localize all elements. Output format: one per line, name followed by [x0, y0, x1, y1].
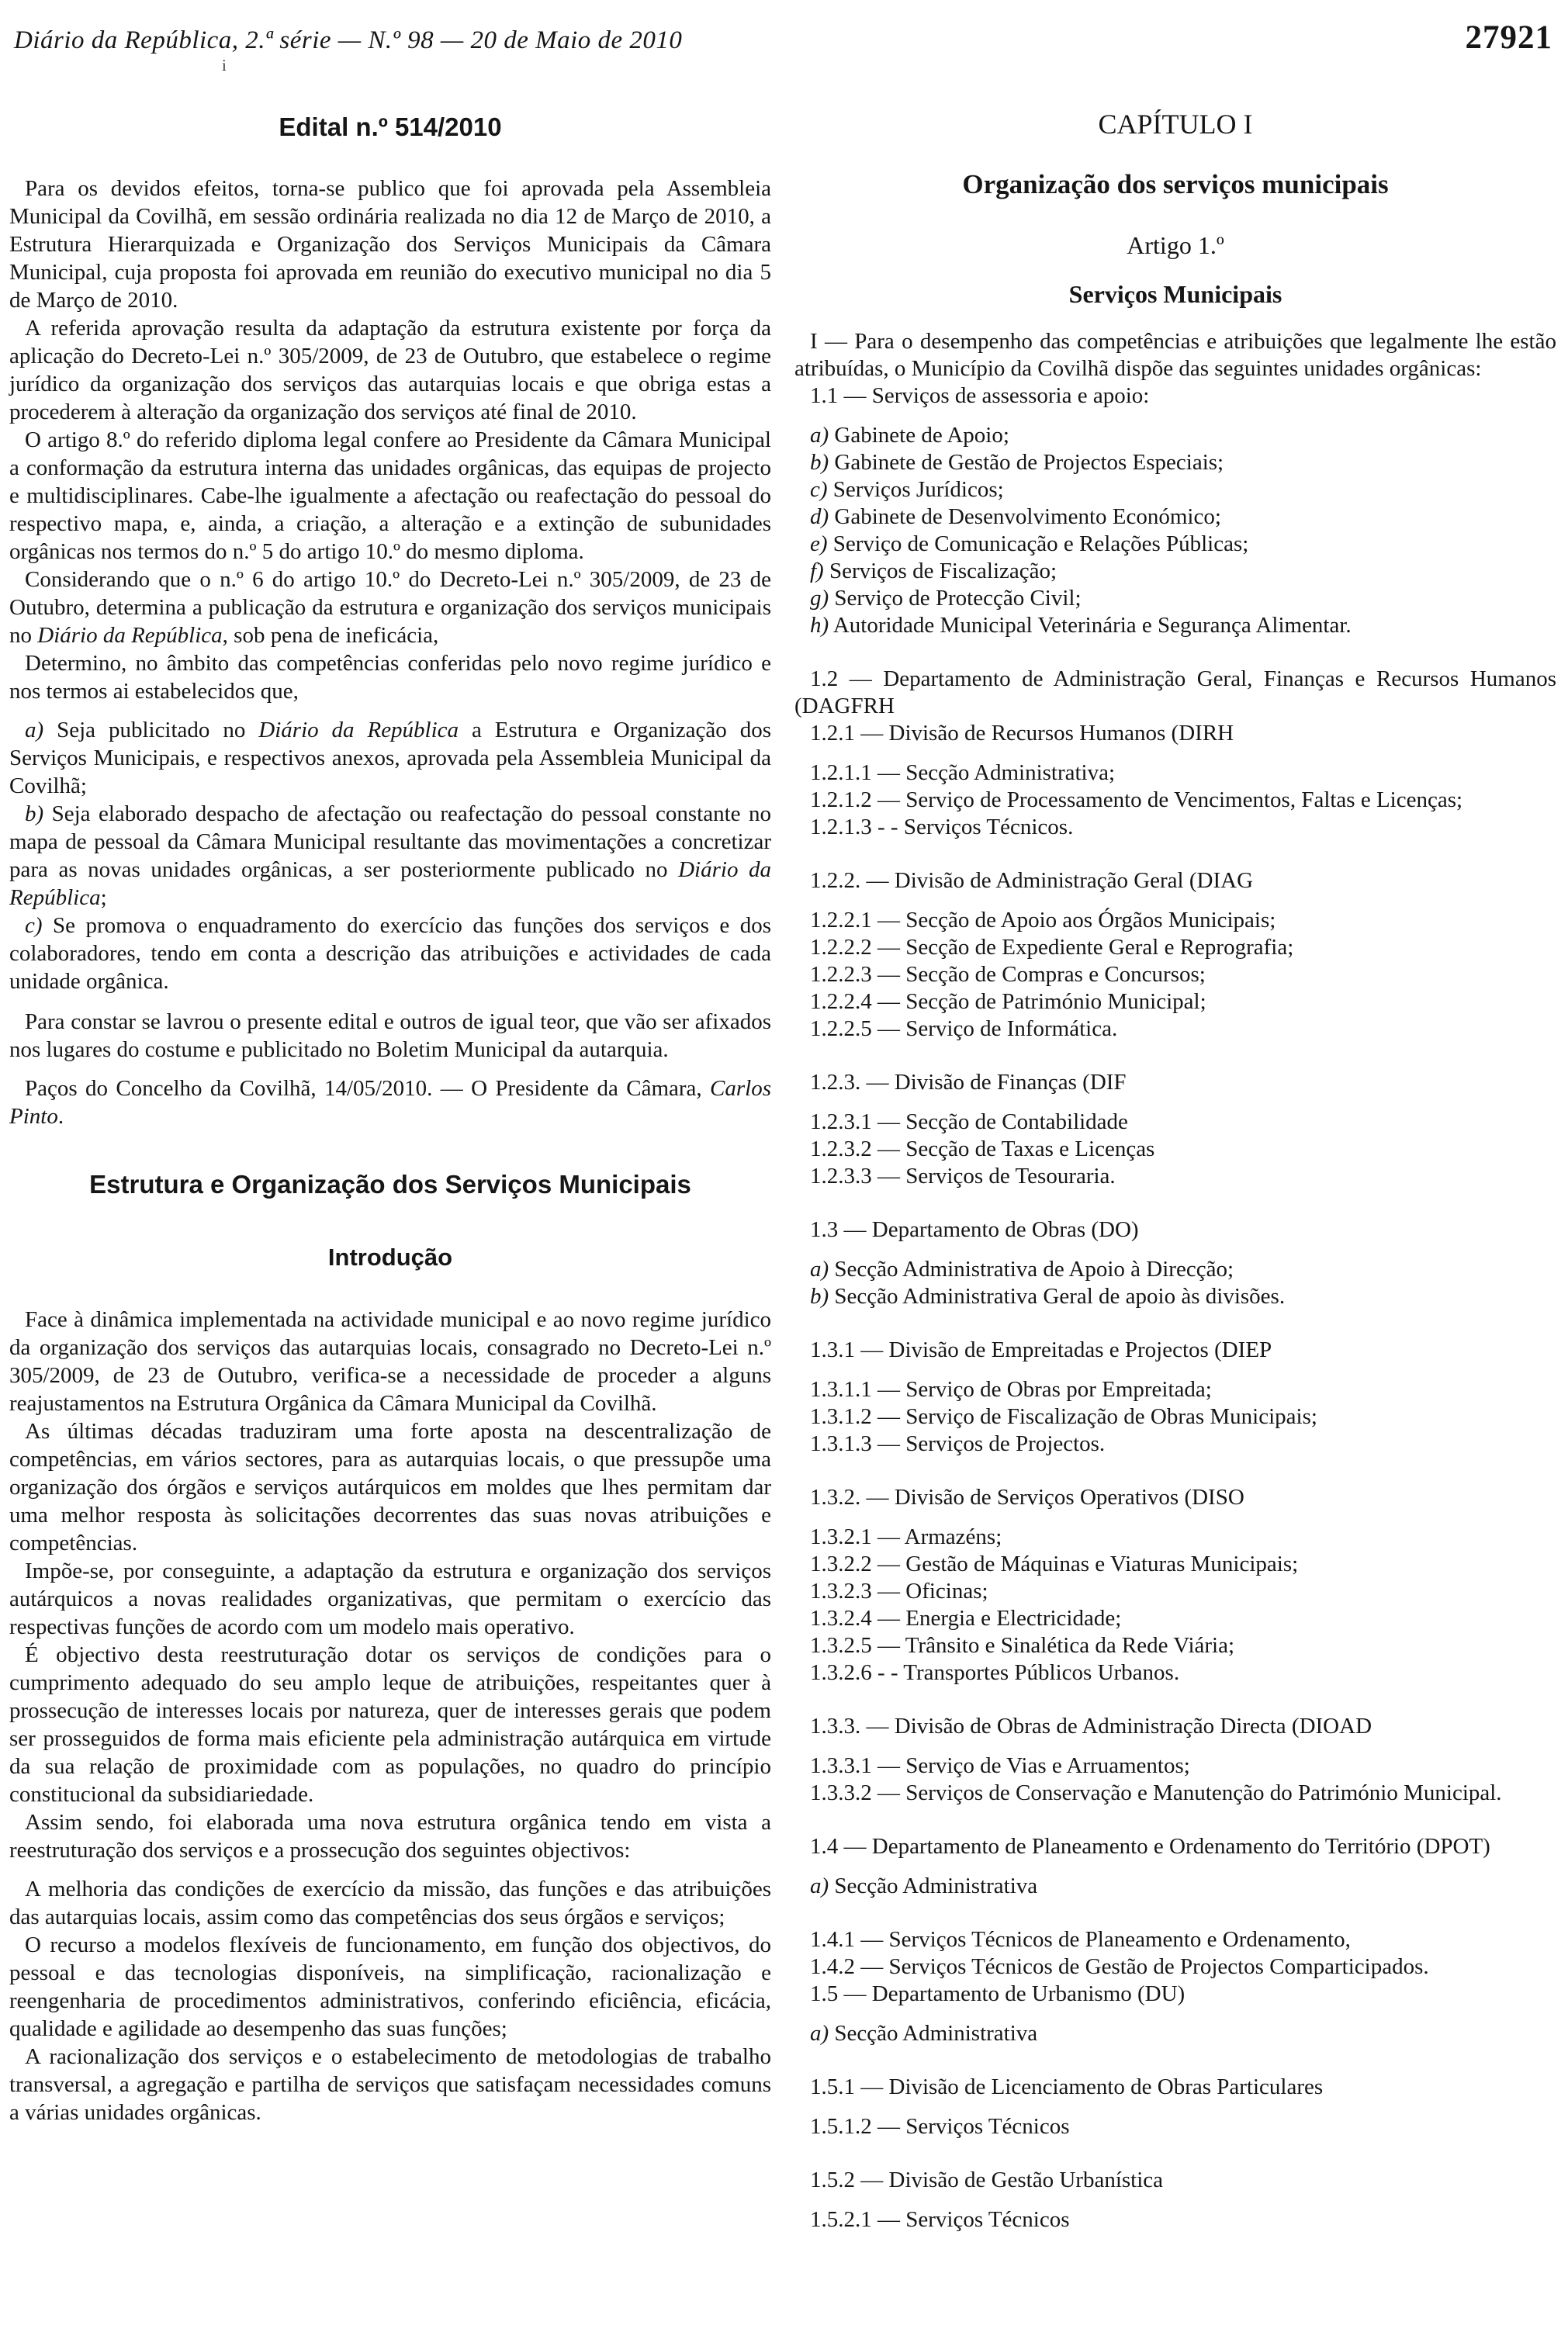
- signature-text: .: [57, 1104, 64, 1129]
- edital-item-c: [9, 912, 771, 995]
- org-entry-1-3-1-1: 1.3.1.1 — Serviço de Obras por Empreitada;: [810, 1377, 1212, 1402]
- obras-item: [794, 1256, 1556, 1283]
- org-entry-1-2-2-4: 1.2.2.4 — Secção de Património Municipal;: [810, 989, 1206, 1014]
- org-entry-1-2-1-2: 1.2.1.2 — Serviço de Processamento de Vencimentos, Faltas e Licenças;: [810, 787, 1463, 812]
- org-entry-1-4-1: 1.4.1 — Serviços Técnicos de Planeamento e Ordenamento,: [810, 1927, 1351, 1952]
- scan-artifact-mark: i: [222, 56, 227, 74]
- intro-paragraph: As últimas décadas traduziram uma forte aposta na descentralização de competências, em vários sectores, para as autarquias locais, o que pressupõe uma organização dos órgãos e serviços autárquicos em moldes que lhes permitam dar uma melhor resposta às solicitações decorrentes das suas novas atribuições e competências.: [9, 1419, 771, 1555]
- org-entry-1-5-1-2: 1.5.1.2 — Serviços Técnicos: [810, 2114, 1070, 2139]
- signature-text: Paços do Concelho da Covilhã, 14/05/2010. — O Presidente da Câmara,: [25, 1076, 711, 1101]
- assessoria-item: [794, 585, 1556, 612]
- structure-section-title: Estrutura e Organização dos Serviços Municipais: [89, 1170, 691, 1199]
- paragraph-text: , sob pena de ineficácia,: [222, 623, 439, 648]
- org-entry-1-3-3-2: 1.3.3.2 — Serviços de Conservação e Manutenção do Património Municipal.: [810, 1780, 1502, 1805]
- org-entry-1-2: 1.2 — Departamento de Administração Geral, Finanças e Recursos Humanos (DAGFRH: [794, 666, 1556, 718]
- item-text: Secção Administrativa: [829, 2021, 1038, 2046]
- edital-item-b: [9, 800, 771, 912]
- edital-paragraph-3: O artigo 8.º do referido diploma legal confere ao Presidente da Câmara Municipal a conformação da estrutura interna das unidades orgânicas, das equipas de projecto e multidisciplinares. Cabe-lhe igualmente a afectação ou reafectação do pessoal do respectivo mapa, e, ainda, a criação, a alteração e a extinção de subunidades orgânicas nos termos do n.º 5 do artigo 10.º do mesmo diploma.: [9, 427, 771, 564]
- dpot-item: [794, 1873, 1556, 1900]
- item-text: Serviços de Fiscalização;: [823, 559, 1057, 583]
- assessoria-item: [794, 476, 1556, 503]
- item-letter: c): [810, 477, 828, 502]
- item-text: Serviço de Protecção Civil;: [829, 586, 1082, 611]
- item-letter: a): [810, 1257, 829, 1282]
- org-entry-1-1: 1.1 — Serviços de assessoria e apoio:: [810, 383, 1150, 408]
- assessoria-item: [794, 612, 1556, 639]
- org-entry-1-2-2-1: 1.2.2.1 — Secção de Apoio aos Órgãos Municipais;: [810, 908, 1276, 933]
- chapter-title: Organização dos serviços municipais: [962, 169, 1389, 199]
- assessoria-item: [794, 558, 1556, 585]
- intro-paragraph: Face à dinâmica implementada na actividade municipal e ao novo regime jurídico da organização dos serviços das autarquias locais, consagrado no Decreto-Lei n.º 305/2009, de 23 de Outubro, verifica-se a necessidade de proceder a alguns reajustamentos na Estrutura Orgânica da Câmara Municipal da Covilhã.: [9, 1307, 771, 1416]
- org-entry-1-3-3: 1.3.3. — Divisão de Obras de Administração Directa (DIOAD: [810, 1714, 1372, 1739]
- introduction-title: Introdução: [327, 1244, 453, 1271]
- item-letter: g): [810, 586, 829, 611]
- signature-name-italic: Carlos Pinto: [9, 1076, 771, 1129]
- item-letter: e): [810, 531, 828, 556]
- edital-signature: [9, 1074, 771, 1130]
- intro-paragraph: Assim sendo, foi elaborada uma nova estrutura orgânica tendo em vista a reestruturação dos serviços e a prossecução dos seguintes objectivos:: [9, 1810, 771, 1863]
- item-text: Autoridade Municipal Veterinária e Segurança Alimentar.: [829, 613, 1352, 638]
- item-letter: b): [25, 801, 44, 826]
- item-letter: a): [810, 1874, 829, 1898]
- org-entry-1-5-1: 1.5.1 — Divisão de Licenciamento de Obras Particulares: [810, 2074, 1324, 2099]
- item-text: Seja elaborado despacho de afectação ou reafectação do pessoal constante no mapa de pessoal da Câmara Municipal resultante das movimentações a concretizar para as novas unidades orgânicas, a ser posteriormente publicado no: [9, 801, 771, 882]
- assessoria-item: [794, 422, 1556, 449]
- intro-objective: A racionalização dos serviços e o estabelecimento de metodologias de trabalho transversal, a agregação e partilha de serviços que satisfaçam necessidades comuns a várias unidades orgânicas.: [9, 2044, 771, 2125]
- org-entry-1-3-2-1: 1.3.2.1 — Armazéns;: [810, 1524, 1002, 1549]
- assessoria-letter-list: [794, 422, 1556, 639]
- intro-objective: A melhoria das condições de exercício da missão, das funções e das atribuições das autarquias locais, assim como das competências dos seus órgãos e serviços;: [9, 1877, 771, 1929]
- assessoria-item: [794, 503, 1556, 531]
- two-column-layout: [9, 92, 1557, 2234]
- assessoria-item: [794, 449, 1556, 476]
- org-entry-1-4-2: 1.4.2 — Serviços Técnicos de Gestão de Projectos Comparticipados.: [810, 1954, 1429, 1979]
- item-text: a Estrutura e Organização dos Serviços Municipais, e respectivos anexos, aprovada pela Assembleia Municipal da Covilhã;: [9, 718, 771, 798]
- item-text: Secção Administrativa: [829, 1874, 1038, 1898]
- item-text: Gabinete de Gestão de Projectos Especiais;: [829, 450, 1224, 475]
- org-entry-1-2-3: 1.2.3. — Divisão de Finanças (DIF: [810, 1070, 1127, 1095]
- edital-paragraph-5: Determino, no âmbito das competências conferidas pelo novo regime jurídico e nos termos ai estabelecidos que,: [9, 651, 771, 704]
- item-letter: a): [25, 718, 44, 742]
- item-text: Serviços Jurídicos;: [827, 477, 1004, 502]
- org-entry-1-2-1-1: 1.2.1.1 — Secção Administrativa;: [810, 760, 1116, 785]
- org-entry-1-3-2-6: 1.3.2.6 - - Transportes Públicos Urbanos.: [810, 1660, 1180, 1685]
- journal-name-italic: Diário da República: [258, 718, 459, 742]
- article-intro-paragraph: I — Para o desempenho das competências e atribuições que legalmente lhe estão atribuídas, o Município da Covilhã dispõe das seguintes unidades orgânicas:: [794, 329, 1556, 381]
- org-entry-1-4: 1.4 — Departamento de Planeamento e Ordenamento do Território (DPOT): [810, 1834, 1490, 1859]
- edital-paragraph-closing: Para constar se lavrou o presente edital e outros de igual teor, que vão ser afixados nos lugares do costume e publicitado no Boletim Municipal da autarquia.: [9, 1009, 771, 1062]
- item-letter: a): [810, 423, 829, 448]
- journal-name-italic: Diário da República: [9, 857, 771, 910]
- org-entry-1-3-1-2: 1.3.1.2 — Serviço de Fiscalização de Obras Municipais;: [810, 1404, 1317, 1429]
- intro-paragraph: É objectivo desta reestruturação dotar os serviços de condições para o cumprimento adequado do seu amplo leque de atribuições, respeitantes quer à prossecução de interesses locais por natureza, quer de interesses gerais que podem ser prosseguidos de forma mais eficiente pela administração autárquica em virtude da sua relação de proximidade com as populações, no quadro do princípio constitucional da subsidiariedade.: [9, 1642, 771, 1807]
- org-entry-1-3-2-2: 1.3.2.2 — Gestão de Máquinas e Viaturas Municipais;: [810, 1552, 1299, 1576]
- page-number: 27921: [1465, 19, 1552, 56]
- org-entry-1-3-2-3: 1.3.2.3 — Oficinas;: [810, 1579, 988, 1604]
- item-text: Gabinete de Desenvolvimento Económico;: [829, 504, 1221, 529]
- item-letter: d): [810, 504, 829, 529]
- journal-name-italic: Diário da República: [37, 623, 223, 648]
- org-entry-1-3: 1.3 — Departamento de Obras (DO): [810, 1217, 1139, 1242]
- edital-paragraph-1: Para os devidos efeitos, torna-se publico que foi aprovada pela Assembleia Municipal da Covilhã, em sessão ordinária realizada no dia 12 de Março de 2010, a Estrutura Hierarquizada e Organização dos Serviços Municipais da Câmara Municipal, cuja proposta foi aprovada em reunião do executivo municipal no dia 5 de Março de 2010.: [9, 176, 771, 313]
- org-entry-1-3-2-5: 1.3.2.5 — Trânsito e Sinalética da Rede Viária;: [810, 1633, 1235, 1658]
- org-entry-1-2-2-3: 1.2.2.3 — Secção de Compras e Concursos;: [810, 962, 1206, 987]
- org-entry-1-2-1: 1.2.1 — Divisão de Recursos Humanos (DIRH: [810, 721, 1234, 746]
- org-entry-1-2-3-3: 1.2.3.3 — Serviços de Tesouraria.: [810, 1164, 1116, 1189]
- assessoria-item: [794, 531, 1556, 558]
- item-text: Seja publicitado no: [43, 718, 259, 742]
- edital-item-a: [9, 716, 771, 800]
- chapter-heading: CAPÍTULO I: [1098, 109, 1253, 140]
- intro-objective: O recurso a modelos flexíveis de funcionamento, em função dos objectivos, do pessoal e das tecnologias disponíveis, na simplificação, racionalização e reengenharia de procedimentos administrativos, conferindo eficiência, eficácia, qualidade e agilidade ao desempenho das suas funções;: [9, 1933, 771, 2041]
- org-entry-1-5-2-1: 1.5.2.1 — Serviços Técnicos: [810, 2207, 1070, 2232]
- article-title: Serviços Municipais: [1068, 280, 1282, 308]
- org-entry-1-2-2: 1.2.2. — Divisão de Administração Geral (DIAG: [810, 868, 1254, 893]
- org-entry-1-2-3-2: 1.2.3.2 — Secção de Taxas e Licenças: [810, 1137, 1155, 1161]
- journal-title: Diário da República, 2.ª série — N.º 98 — 20 de Maio de 2010: [14, 26, 683, 54]
- edital-title: Edital n.º 514/2010: [279, 112, 502, 141]
- org-entry-1-3-1-3: 1.3.1.3 — Serviços de Projectos.: [810, 1431, 1106, 1456]
- article-heading: Artigo 1.º: [1127, 231, 1224, 259]
- org-entry-1-3-1: 1.3.1 — Divisão de Empreitadas e Projectos (DIEP: [810, 1337, 1272, 1362]
- org-entry-1-3-2-4: 1.3.2.4 — Energia e Electricidade;: [810, 1606, 1122, 1631]
- edital-paragraph-4: [9, 566, 771, 649]
- item-text: Gabinete de Apoio;: [829, 423, 1009, 448]
- edital-paragraph-2: A referida aprovação resulta da adaptação da estrutura existente por força da aplicação do Decreto-Lei n.º 305/2009, de 23 de Outubro, que estabelece o regime jurídico da organização dos serviços das autarquias locais e que obriga estas a procederem à alteração da organização dos serviços até final de 2010.: [9, 316, 771, 424]
- page-header: [9, 17, 1557, 57]
- item-letter: b): [810, 450, 829, 475]
- org-entry-1-5-2: 1.5.2 — Divisão de Gestão Urbanística: [810, 2168, 1164, 2192]
- item-letter: h): [810, 613, 829, 638]
- org-entry-1-2-2-5: 1.2.2.5 — Serviço de Informática.: [810, 1016, 1118, 1041]
- right-column: [794, 92, 1556, 2234]
- item-letter: a): [810, 2021, 829, 2046]
- item-letter: b): [810, 1284, 829, 1309]
- org-entry-1-3-2: 1.3.2. — Divisão de Serviços Operativos (DISO: [810, 1485, 1244, 1510]
- item-text: Secção Administrativa de Apoio à Direcção;: [829, 1257, 1234, 1282]
- org-entry-1-5: 1.5 — Departamento de Urbanismo (DU): [810, 1981, 1186, 2006]
- du-item: [794, 2020, 1556, 2047]
- item-text: Se promova o enquadramento do exercício das funções dos serviços e dos colaboradores, tendo em conta a descrição das atribuições e actividades de cada unidade orgânica.: [9, 913, 771, 994]
- obras-item: [794, 1283, 1556, 1310]
- item-letter: c): [25, 913, 43, 938]
- item-text: Serviço de Comunicação e Relações Públicas;: [827, 531, 1249, 556]
- item-text: ;: [100, 885, 107, 910]
- org-entry-1-2-3-1: 1.2.3.1 — Secção de Contabilidade: [810, 1109, 1128, 1134]
- paragraph-text: Considerando que o n.º 6 do artigo 10.º do Decreto-Lei n.º 305/2009, de 23 de Outubro, determina a publicação da estrutura e organização dos serviços municipais no: [9, 567, 771, 648]
- left-column: [9, 92, 771, 2234]
- org-entry-1-3-3-1: 1.3.3.1 — Serviço de Vias e Arruamentos;: [810, 1753, 1190, 1778]
- item-text: Secção Administrativa Geral de apoio às divisões.: [829, 1284, 1286, 1309]
- intro-paragraph: Impõe-se, por conseguinte, a adaptação da estrutura e organização dos serviços autárquicos a novas realidades organizativas, que permitam o exercício das respectivas funções de acordo com um modelo mais operativo.: [9, 1559, 771, 1639]
- org-entry-1-2-1-3: 1.2.1.3 - - Serviços Técnicos.: [810, 815, 1074, 839]
- item-letter: f): [810, 559, 824, 583]
- org-entry-1-2-2-2: 1.2.2.2 — Secção de Expediente Geral e Reprografia;: [810, 935, 1294, 960]
